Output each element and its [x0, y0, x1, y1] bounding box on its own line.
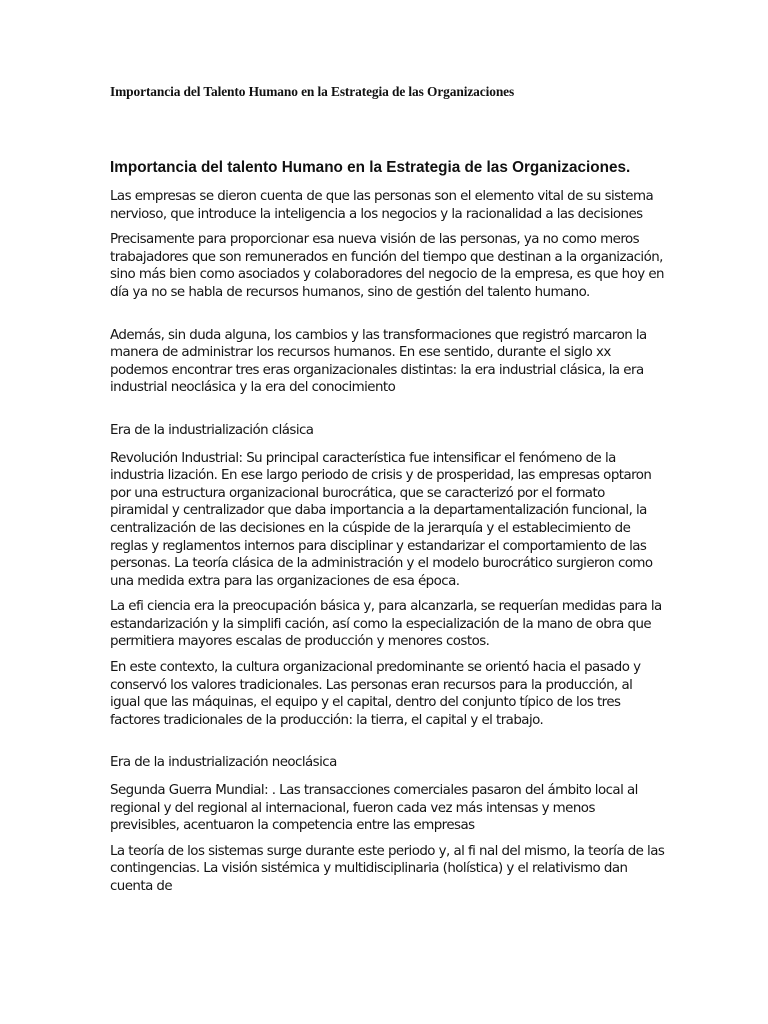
- paragraph-culture: En este contexto, la cultura organizacional predominante se orientó hacia el pasado y conservó los valores tradicionales. Las personas eran recursos para la producción, al igual que las máquinas, el equipo y el capital, dentro del conjunto típico de los tres factores tradicionales de la producción: la tierra, el capital y el trabajo.: [110, 660, 641, 728]
- paragraph-world-war: Segunda Guerra Mundial: . Las transacciones comerciales pasaron del ámbito local al regional y del regional al internacional, fueron cada vez más intensas y menos previsibles, acentuaron la competencia entre las empresas: [110, 783, 638, 834]
- paragraph-systems-theory: La teoría de los sistemas surge durante este periodo y, al fi nal del mismo, la teoría de las contingencias. La visión sistémica y multidisciplinaria (holística) y el relativismo dan cuenta de: [110, 843, 665, 894]
- paragraph-intro: Las empresas se dieron cuenta de que las personas son el elemento vital de su sistema nervioso, que introduce la inteligencia a los negocios y la racionalidad a las decisiones: [110, 189, 654, 222]
- paragraph-vision: Precisamente para proporcionar esa nueva visión de las personas, ya no como meros trabajadores que son remunerados en función del tiempo que destinan a la organización, sino más bien como asociados y colaboradores del negocio de la empresa, es que hoy en día ya no se habla de recursos humanos, sino de gestión del talento humano.: [110, 232, 664, 300]
- paragraph-industrial-revolution: Revolución Industrial: Su principal característica fue intensificar el fenómeno de la industria lización. En ese largo periodo de crisis y de prosperidad, las empresas optaron por una estructura organizacional burocrática, que se caracterizó por el formato piramidal y centralizador que daba importancia a la departamentalización funcional, la centralización de las decisiones en la cúspide de la jerarquía y el establecimiento de reglas y reglamentos internos para disciplinar y estandarizar el comportamiento de las personas. La teoría clásica de la administración y el modelo burocrático surgieron como una medida extra para las organizaciones de esa época.: [110, 450, 653, 589]
- running-header: Importancia del Talento Humano en la Estrategia de las Organizaciones: [110, 84, 515, 99]
- section-heading-classic: Era de la industrialización clásica: [110, 422, 314, 438]
- article-title: Importancia del talento Humano en la Estrategia de las Organizaciones.: [110, 159, 631, 176]
- paragraph-efficiency: La efi ciencia era la preocupación básica y, para alcanzarla, se requerían medidas para la estandarización y la simplifi cación, así como la especialización de la mano de obra que permitiera mayores escalas de producción y menores costos.: [110, 599, 662, 650]
- paragraph-eras: Además, sin duda alguna, los cambios y las transformaciones que registró marcaron la manera de administrar los recursos humanos. En ese sentido, durante el siglo xx podemos encontrar tres eras organizacionales distintas: la era industrial clásica, la era industrial neoclásica y la era del conocimiento: [110, 327, 647, 396]
- document-body: [110, 159, 665, 904]
- section-heading-neoclassic: Era de la industrialización neoclásica: [110, 755, 337, 771]
